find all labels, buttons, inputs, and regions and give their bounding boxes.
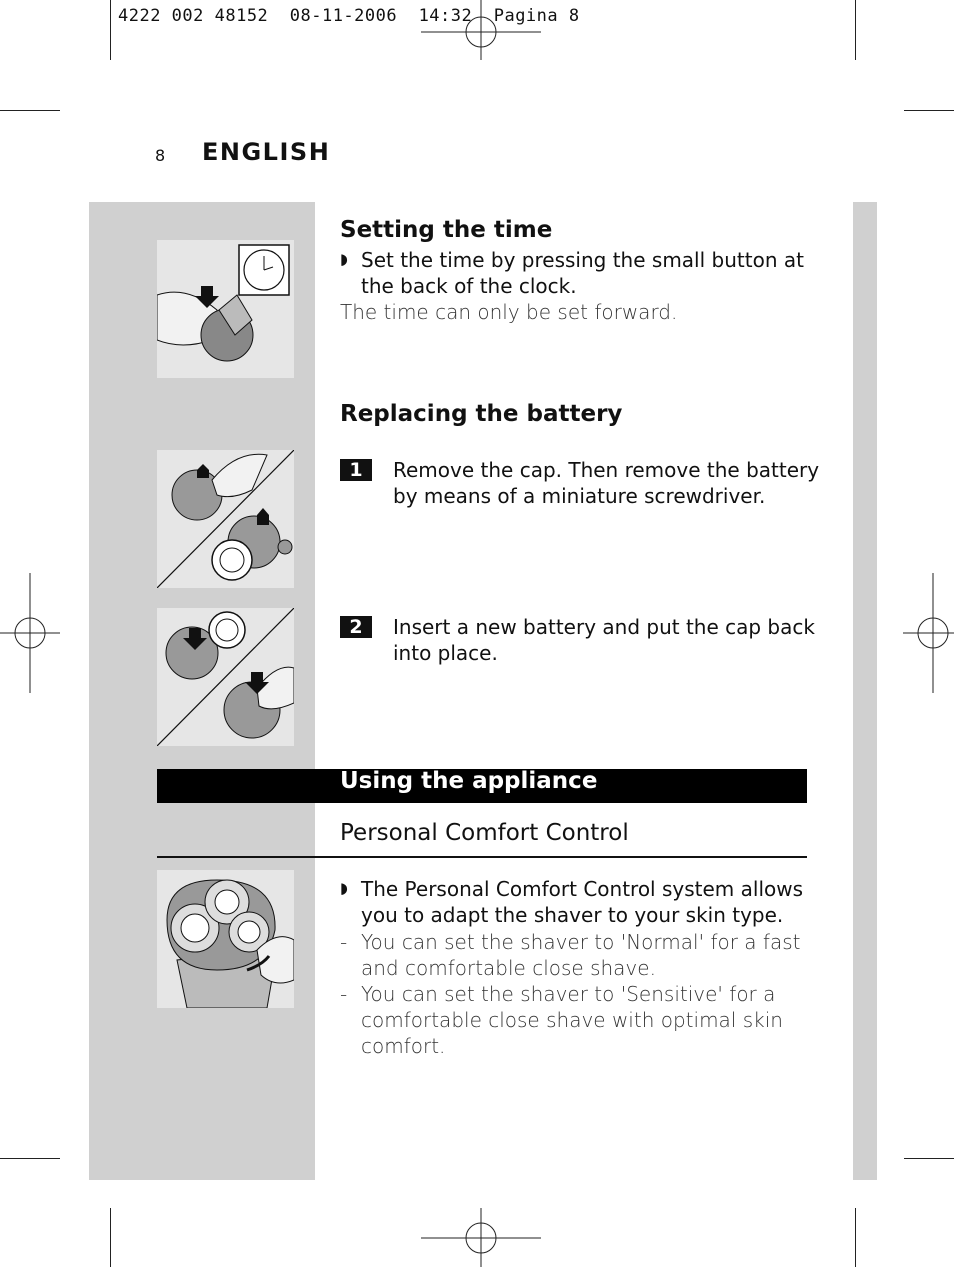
step-2-number: 2 <box>340 616 372 638</box>
replacing-battery-title: Replacing the battery <box>340 401 623 427</box>
language-heading: ENGLISH <box>202 138 331 166</box>
pcc-item-2-line1: You can set the shaver to 'Sensitive' for a <box>361 982 776 1006</box>
page-number: 8 <box>155 146 166 165</box>
figure-shaver <box>157 870 294 1008</box>
step-2-text-line2: into place. <box>393 641 498 665</box>
setting-time-instruction-line2: the back of the clock. <box>361 274 577 298</box>
step-2-text-line1: Insert a new battery and put the cap back <box>393 615 815 639</box>
bullet-icon: ◗ <box>340 250 348 268</box>
pcc-item-1-line1: You can set the shaver to 'Normal' for a fast <box>361 930 801 954</box>
setting-time-title: Setting the time <box>340 217 553 243</box>
figure-remove-battery <box>157 450 294 588</box>
right-margin-column <box>853 202 877 1180</box>
dash-marker: - <box>340 930 348 954</box>
section-rule <box>157 856 807 858</box>
setting-time-note: The time can only be set forward. <box>340 300 678 324</box>
figure-insert-battery <box>157 608 294 746</box>
step-1-text-line1: Remove the cap. Then remove the battery <box>393 458 820 482</box>
bullet-icon: ◗ <box>340 879 348 897</box>
figure-setting-time <box>157 240 294 378</box>
dash-marker: - <box>340 982 348 1006</box>
setting-time-instruction-line1: Set the time by pressing the small button at <box>361 248 804 272</box>
step-1-text-line2: by means of a miniature screwdriver. <box>393 484 766 508</box>
pcc-item-2-line2: comfortable close shave with optimal skin <box>361 1008 783 1032</box>
pcc-item-1-line2: and comfortable close shave. <box>361 956 656 980</box>
pcc-bullet-line2: you to adapt the shaver to your skin type. <box>361 903 784 927</box>
using-appliance-title: Using the appliance <box>340 768 598 794</box>
pcc-item-2-line3: comfort. <box>361 1034 446 1058</box>
personal-comfort-subtitle: Personal Comfort Control <box>340 820 629 846</box>
print-slug: 4222 002 48152 08-11-2006 14:32 Pagina 8 <box>118 6 580 26</box>
pcc-bullet-line1: The Personal Comfort Control system allows <box>361 877 804 901</box>
step-1-number: 1 <box>340 459 372 481</box>
